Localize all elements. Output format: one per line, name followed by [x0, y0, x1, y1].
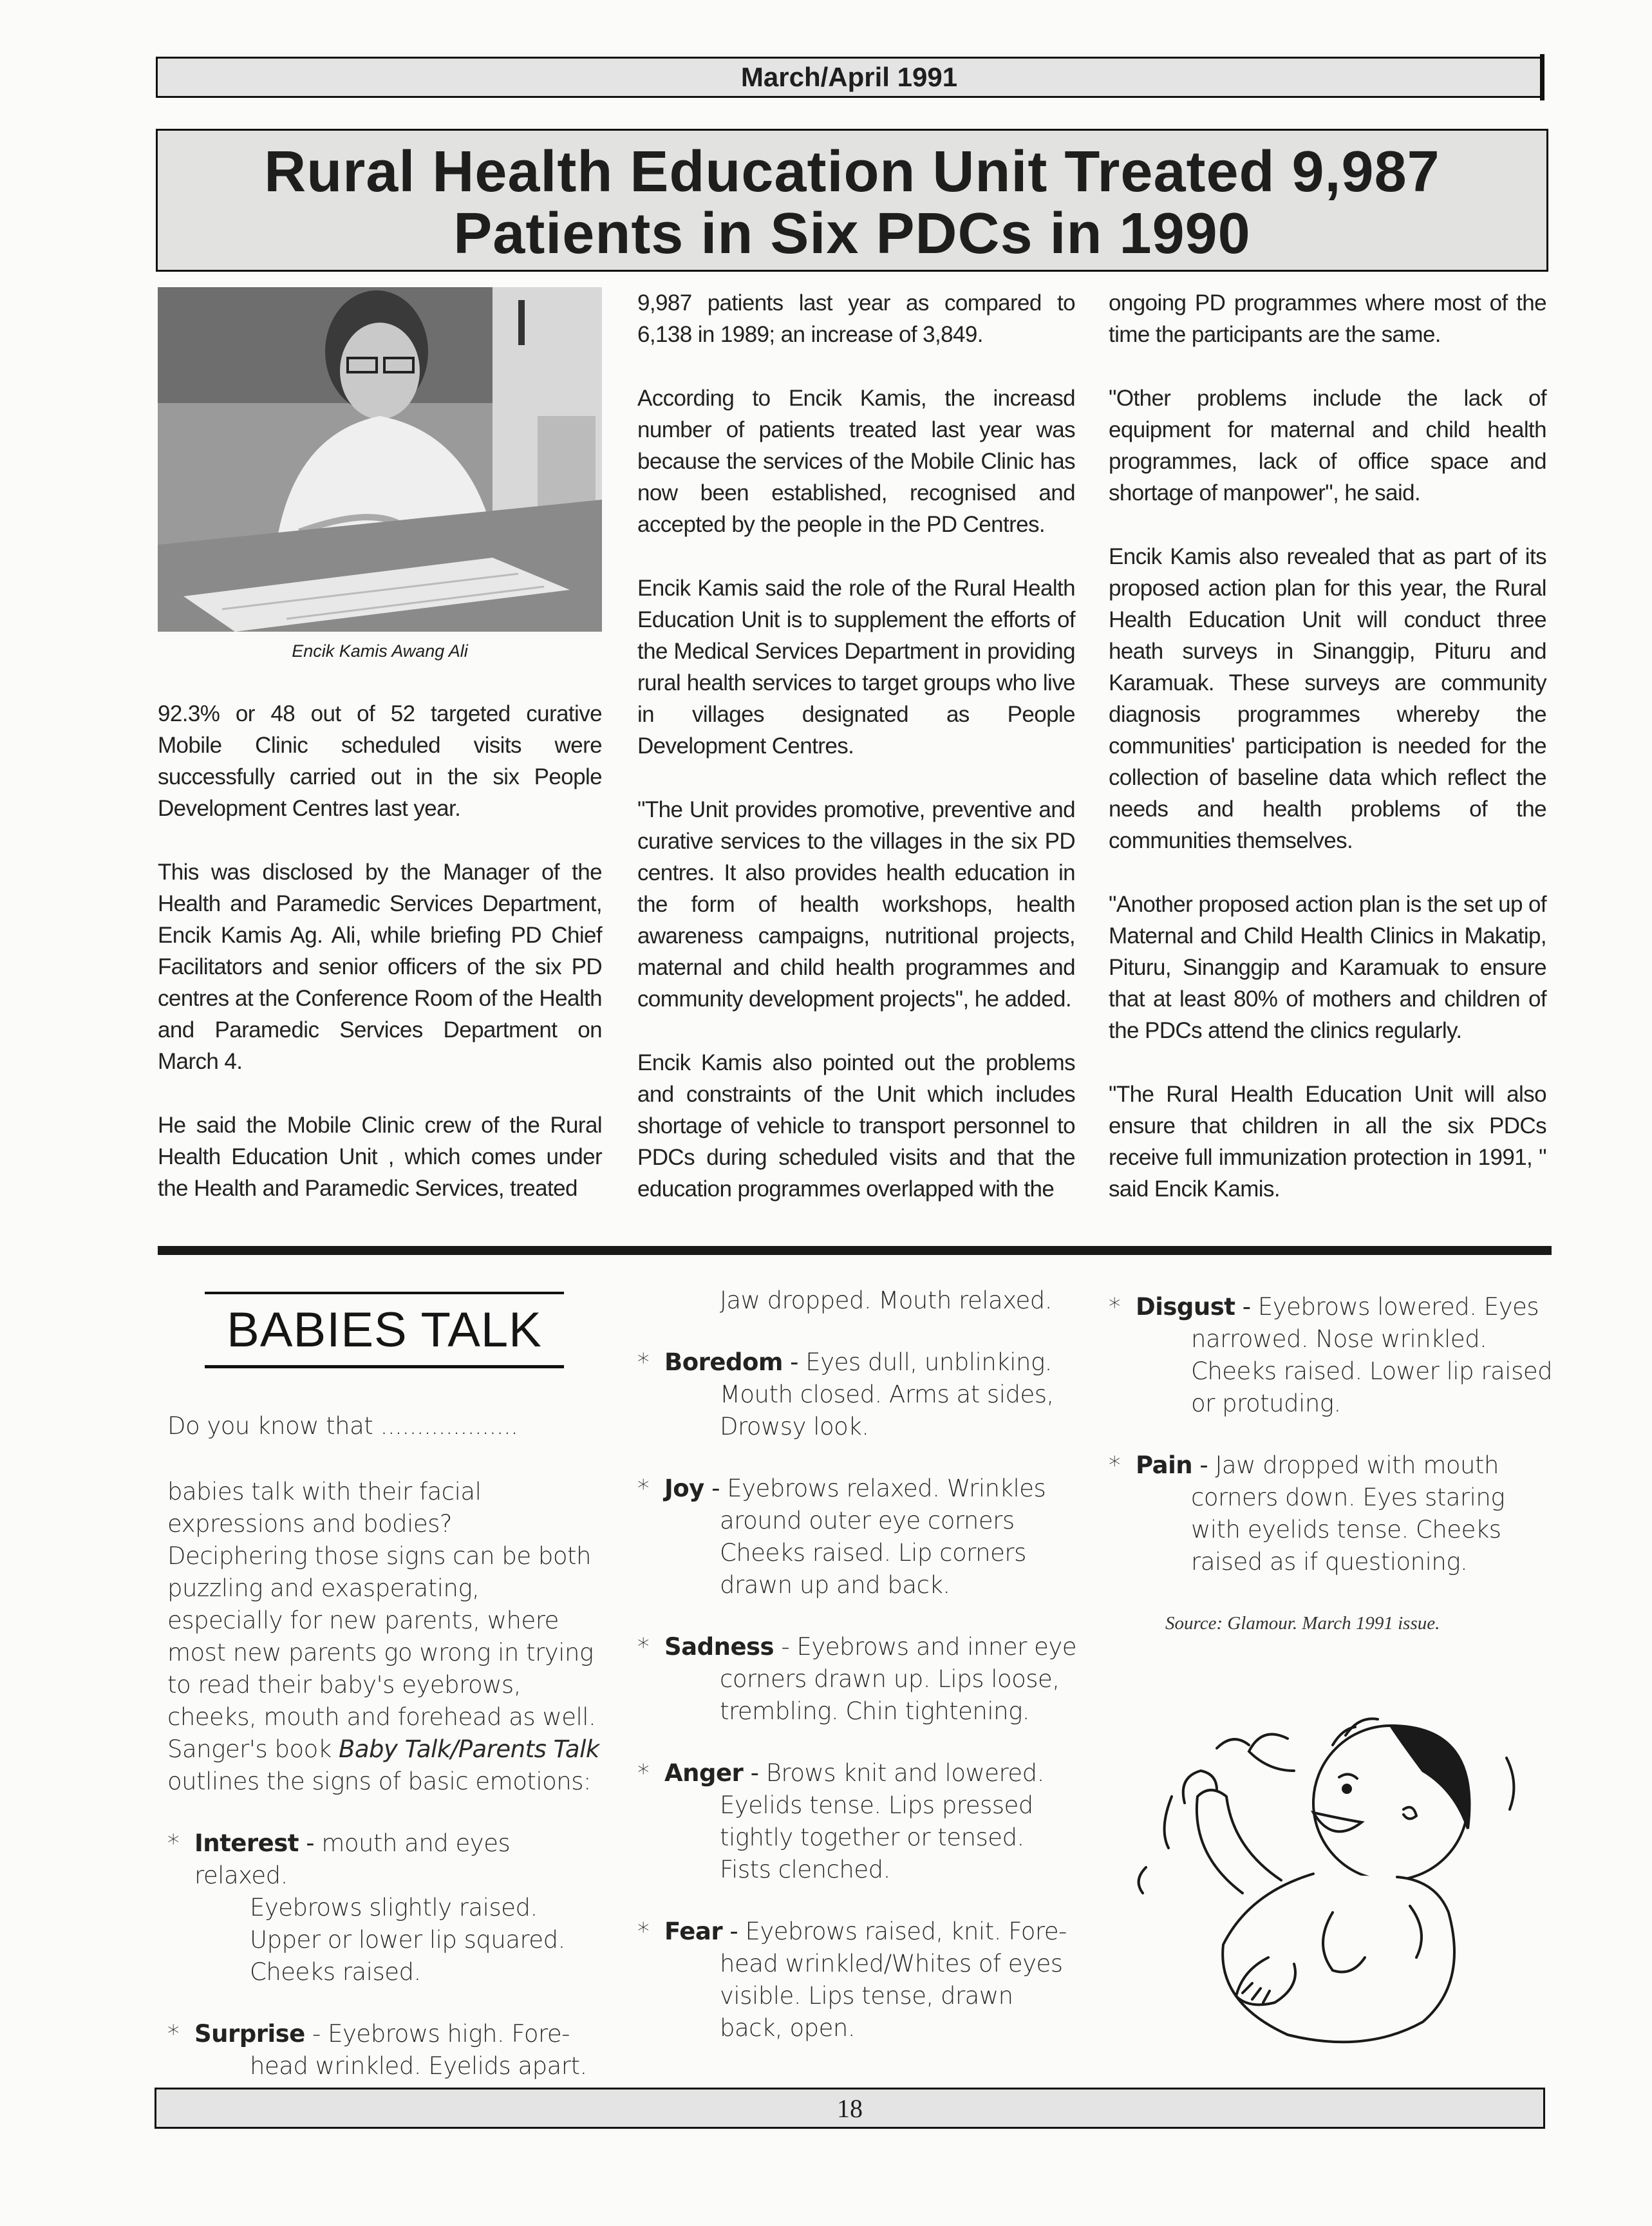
- babies-column-2: [637, 1285, 1082, 2044]
- photo-caption: Encik Kamis Awang Ali: [292, 641, 468, 661]
- bullet-star: *: [167, 1829, 179, 1857]
- article-column-3: [1109, 287, 1546, 1237]
- babies-column-3: [1109, 1291, 1553, 1578]
- article-paragraph: 92.3% or 48 out of 52 targeted curative Mobile Clinic scheduled visits were successfully carried out in the six People Development Centres last year.: [158, 701, 602, 821]
- emotion-term: Joy: [664, 1475, 704, 1502]
- article-paragraph: "Other problems include the lack of equipment for maternal and child health programmes, lack of office space and shortage of manpower", he said.: [1109, 386, 1546, 505]
- title-rule-top: [205, 1292, 564, 1294]
- emotion-item-disgust: * Disgust - Eyebrows lowered. Eyes narrowed. Nose wrinkled. Cheeks raised. Lower lip raised or protuding.: [1109, 1291, 1553, 1420]
- source-note: Source: Glamour. March 1991 issue.: [1165, 1613, 1440, 1634]
- bullet-star: *: [637, 1918, 649, 1945]
- article-paragraph: This was disclosed by the Manager of the Health and Paramedic Services Department, Encik Kamis Ag. Ali, while briefing PD Chief Facilitators and senior officers of the six PD centres at the Conference Room of the Health and Paramedic Services Department on March 4.: [158, 860, 602, 1074]
- bullet-star: *: [1109, 1293, 1120, 1321]
- bullet-star: *: [637, 1475, 649, 1502]
- article-paragraph: "The Unit provides promotive, preventive and curative services to the villages in the six PD centres. It also provides health education in the form of health workshops, health awareness campaigns, nutritional projects, maternal and child health programmes and community development projects", he added.: [637, 797, 1075, 1012]
- title-rule-bottom: [205, 1365, 564, 1368]
- emotion-item-sadness: * Sadness - Eyebrows and inner eye corners drawn up. Lips loose, trembling. Chin tightening.: [637, 1631, 1082, 1728]
- bullet-star: *: [637, 1759, 649, 1787]
- article-paragraph: Encik Kamis also revealed that as part of its proposed action plan for this year, the Rural Health Education Unit will conduct three heath surveys in Sinanggip, Pituru and Karamuak. These surveys are community diagnosis programmes whereby the communities' participation is needed for the collection of baseline data which reflect the needs and health problems of the communities themselves.: [1109, 544, 1546, 853]
- emotion-term: Sadness: [664, 1633, 774, 1661]
- body-text: babies talk with their facial expressions and bodies?: [167, 1478, 482, 1538]
- body-text: Jaw dropped. Mouth relaxed.: [720, 1287, 1052, 1314]
- page-number: 18: [837, 2093, 863, 2123]
- emotion-item-surprise: * Surprise - Eyebrows high. Fore- head wrinkled. Eyelids apart.: [167, 2018, 600, 2082]
- emotion-term: Pain: [1136, 1451, 1193, 1479]
- emotion-item-interest: * Interest - mouth and eyes relaxed. Eyebrows slightly raised. Upper or lower lip squared. Cheeks raised.: [167, 1827, 600, 1988]
- headline-line-1: Rural Health Education Unit Treated 9,987: [264, 140, 1440, 204]
- article-paragraph: According to Encik Kamis, the increasd number of patients treated last year was because the services of the Mobile Clinic has now been established, recognised and accepted by the people in the PD Centres.: [637, 386, 1075, 537]
- article-paragraph: Encik Kamis said the role of the Rural Health Education Unit is to supplement the efforts of the Medical Services Department in providing rural health services to target groups who live in villages designated as People Development Centres.: [637, 576, 1075, 759]
- bullet-star: *: [637, 1633, 649, 1661]
- article-paragraph: "Another proposed action plan is the set up of Maternal and Child Health Clinics in Makatip, Pituru, Sinanggip and Karamuak to ensure that at least 80% of mothers and children of the PDCs attend the clinics regularly.: [1109, 892, 1546, 1043]
- article-paragraph: 9,987 patients last year as compared to 6,138 in 1989; an increase of 3,849.: [637, 290, 1075, 347]
- article-paragraph: "The Rural Health Education Unit will also ensure that children in all the six PDCs receive full immunization protection in 1991, " said Encik Kamis.: [1109, 1082, 1546, 1202]
- section-divider: [158, 1246, 1552, 1255]
- article-column-2: [637, 287, 1075, 1237]
- baby-illustration: [1120, 1700, 1558, 2061]
- header-bar-edge: [1540, 54, 1544, 100]
- bullet-star: *: [1109, 1451, 1120, 1479]
- issue-date: March/April 1991: [740, 62, 958, 92]
- bullet-star: *: [637, 1348, 649, 1376]
- emotion-term: Surprise: [194, 2020, 305, 2048]
- article-paragraph: Encik Kamis also pointed out the problems and constraints of the Unit which includes shortage of vehicle to transport personnel to PDCs during scheduled visits and that the education programmes overlapped with the: [637, 1050, 1075, 1202]
- emotion-item-boredom: * Boredom - Eyes dull, unblinking. Mouth closed. Arms at sides, Drowsy look.: [637, 1346, 1082, 1443]
- emotion-term: Fear: [664, 1918, 723, 1945]
- intro-text: Do you know that ...................: [167, 1412, 518, 1440]
- headline-line-2: Patients in Six PDCs in 1990: [453, 202, 1251, 266]
- emotion-term: Interest: [194, 1829, 299, 1857]
- babies-talk-title: BABIES TALK: [227, 1303, 542, 1357]
- body-text: Deciphering those signs can be both puzzling and exasperating, especially for new parents, where most new parents go wrong in trying to read their baby's eyebrows, cheeks, mouth and forehead as well. Sanger's book Baby Talk/Parents Talk outlines the signs of basic emotions:: [167, 1542, 599, 1795]
- issue-date-bar: [156, 57, 1543, 98]
- bullet-star: *: [167, 2020, 179, 2048]
- emotion-term: Anger: [664, 1759, 744, 1787]
- page-footer-bar: [155, 2088, 1545, 2129]
- emotion-term: Boredom: [664, 1348, 783, 1376]
- emotion-item-fear: * Fear - Eyebrows raised, knit. Fore- head wrinkled/Whites of eyes visible. Lips tense, drawn back, open.: [637, 1916, 1082, 2044]
- article-paragraph: He said the Mobile Clinic crew of the Rural Health Education Unit , which comes under the Health and Paramedic Services, treated: [158, 1113, 602, 1201]
- babies-column-1: [167, 1410, 600, 2082]
- emotion-item-joy: * Joy - Eyebrows relaxed. Wrinkles around outer eye corners Cheeks raised. Lip corners drawn up and back.: [637, 1473, 1082, 1601]
- article-headline: [156, 129, 1548, 272]
- emotion-item-pain: * Pain - Jaw dropped with mouth corners down. Eyes staring with eyelids tense. Cheeks raised as if questioning.: [1109, 1449, 1553, 1578]
- photo-encik-kamis: [158, 287, 602, 632]
- emotion-term: Disgust: [1136, 1293, 1235, 1321]
- article-paragraph: ongoing PD programmes where most of the time the participants are the same.: [1109, 290, 1546, 347]
- article-column-1: [158, 698, 602, 1236]
- book-title: Baby Talk/Parents Talk: [338, 1735, 599, 1763]
- emotion-item-anger: * Anger - Brows knit and lowered. Eyelids tense. Lips pressed tightly together or tensed. Fists clenched.: [637, 1757, 1082, 1886]
